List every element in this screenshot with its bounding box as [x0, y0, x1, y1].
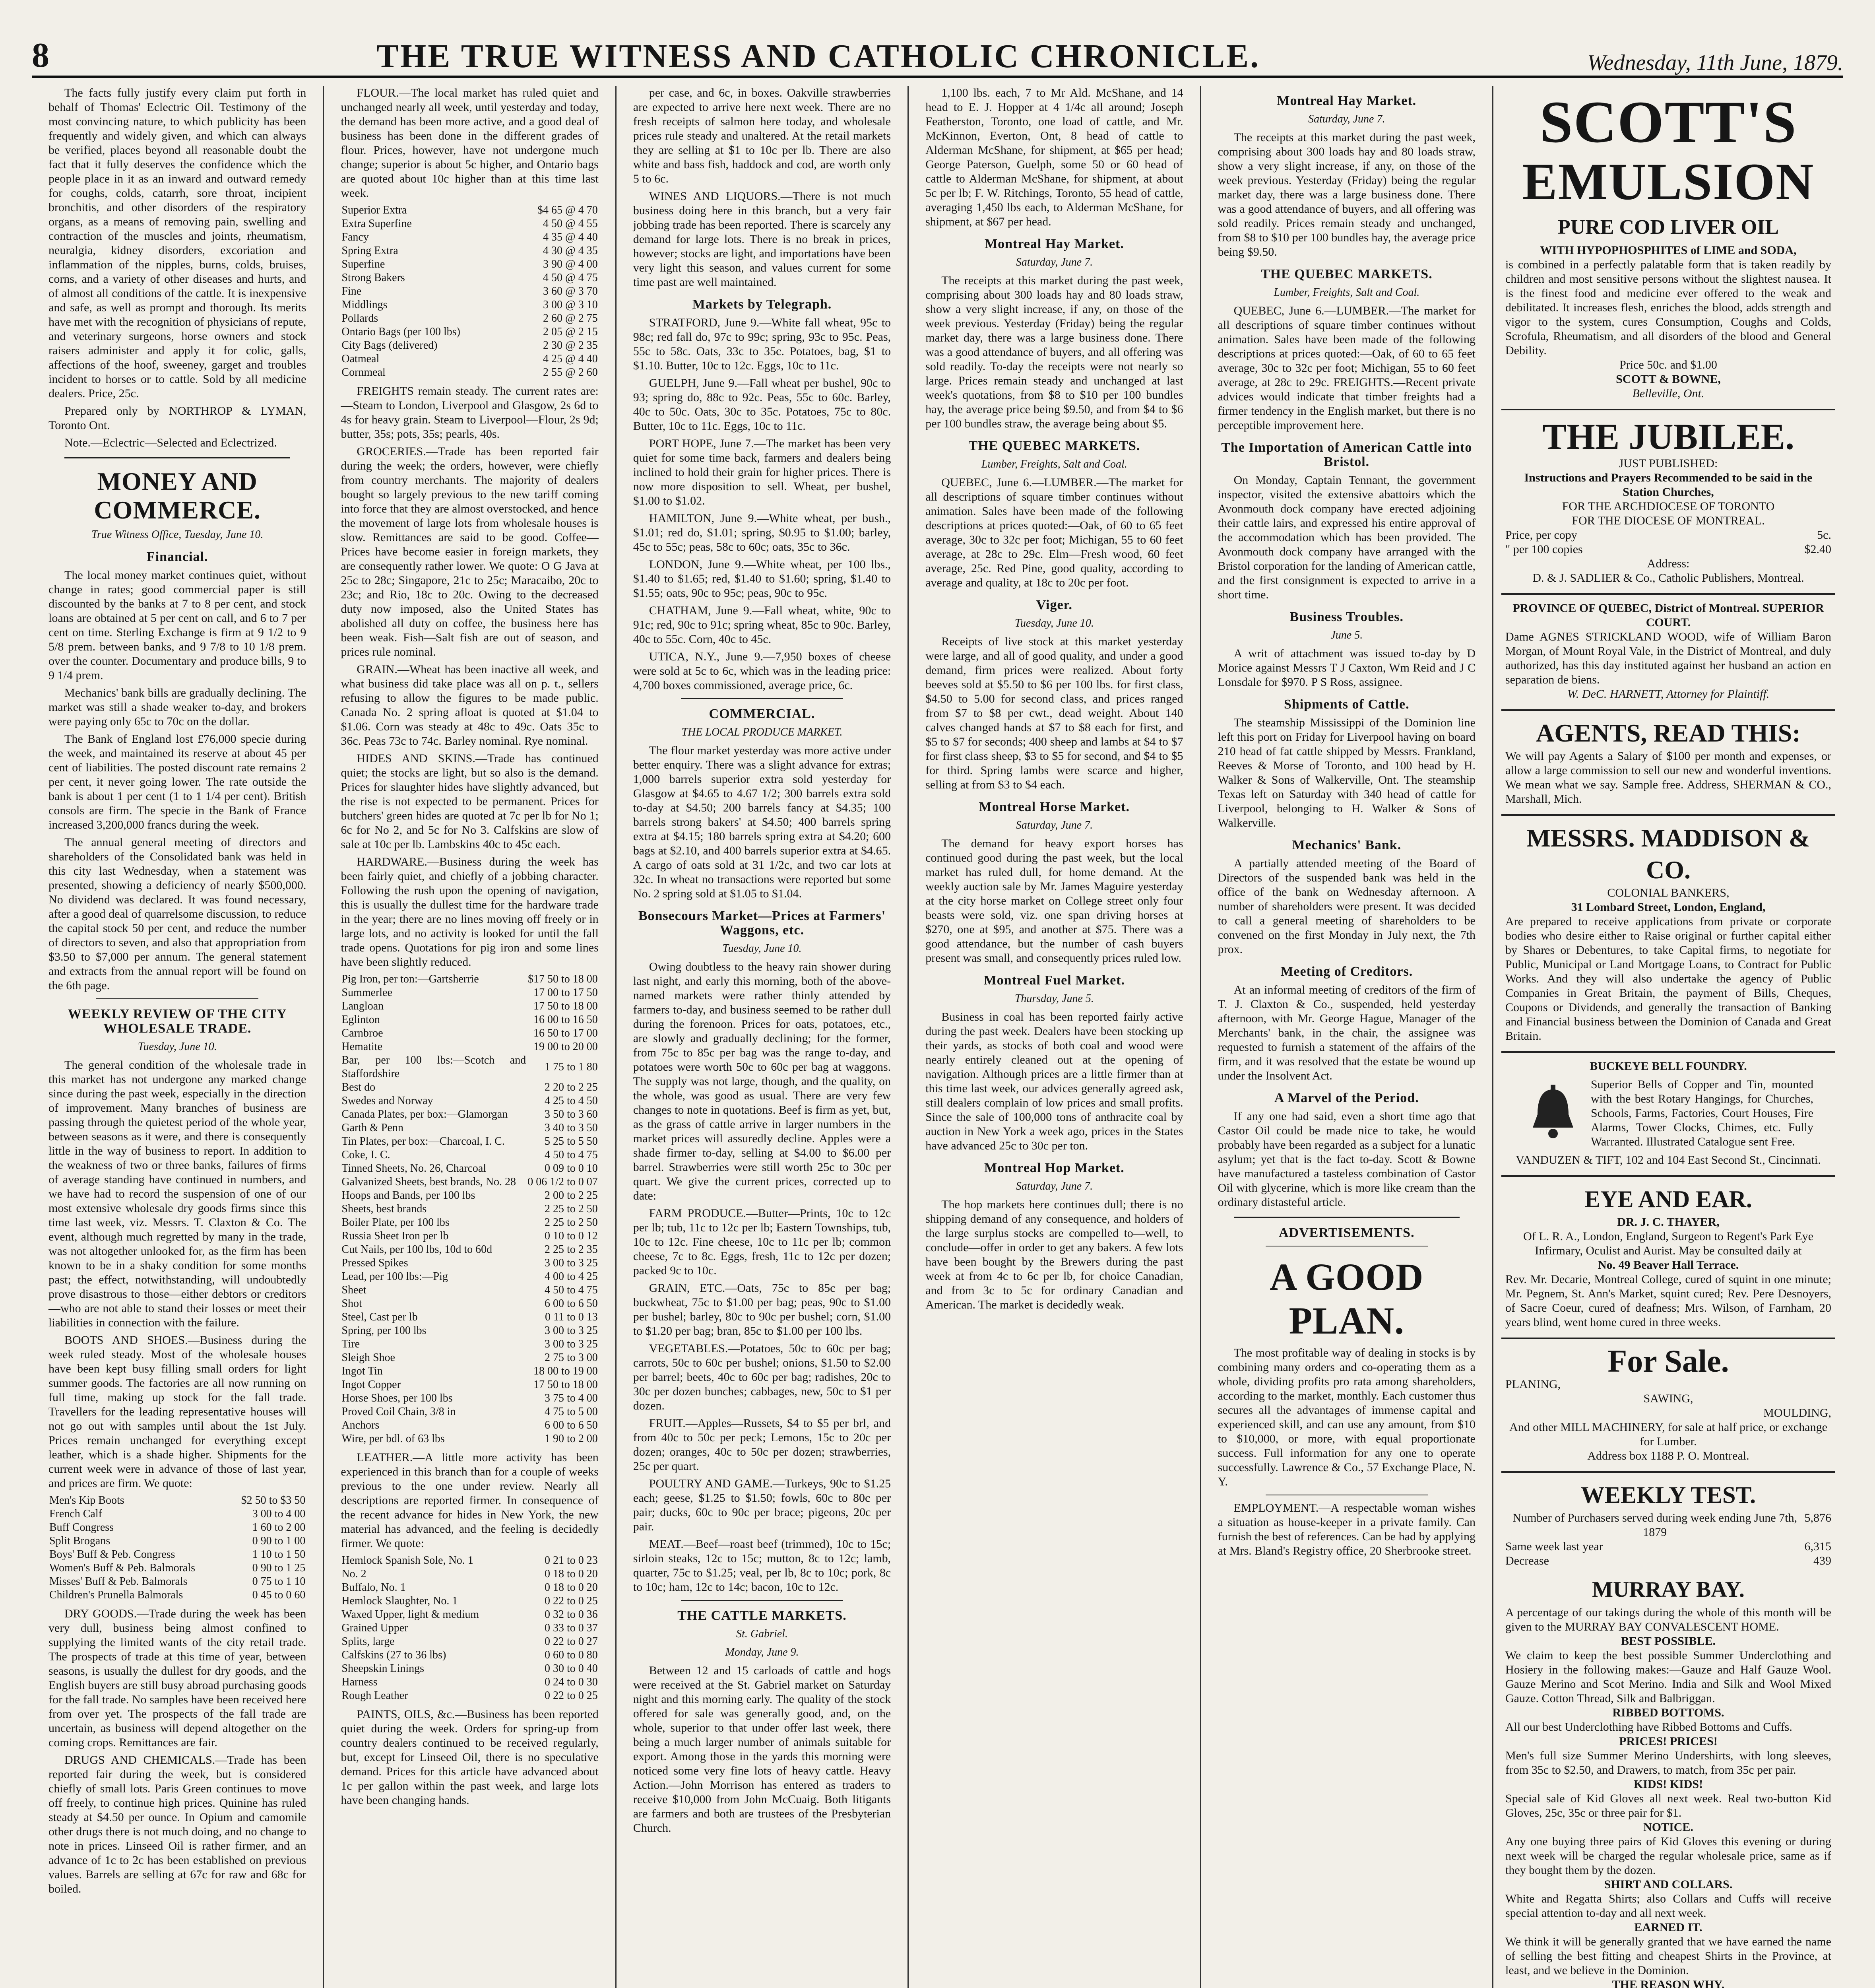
- scotts-maker: SCOTT & BOWNE,: [1616, 373, 1721, 386]
- for-sale-item: PLANING,: [1505, 1378, 1561, 1391]
- scotts-name: SCOTT'S: [1540, 89, 1797, 155]
- cattle-markets-paragraph: Between 12 and 15 carloads of cattle and hogs were received at the St. Gabriel market on Saturday night and this morning early. The quality of the stock offered for sale was generally good, and, on the whole, superior to that under offer last week, there being a much larger number of animals suitable for export. Among those in the yards this morning were noticed some very fine lots of heavy cattle. Heavy Action.—John Morrison has entered as traders to receive $10,000 from John McCuaig. Both litigants are farmers and both are trustees of the Presbyterian Church.: [633, 1664, 891, 1835]
- commercial-head: COMMERCIAL.: [709, 707, 815, 721]
- leather-price-table: [341, 1554, 598, 1703]
- scotts-place: Belleville, Ont.: [1632, 387, 1704, 400]
- iron-price-table: [341, 973, 598, 1446]
- business-troubles-date: June 5.: [1330, 629, 1363, 641]
- agents-head: AGENTS, READ THIS:: [1536, 719, 1801, 747]
- office-dateline: True Witness Office, Tuesday, June 10.: [91, 528, 264, 541]
- quebec-markets-kicker: Lumber, Freights, Salt and Coal.: [1274, 286, 1420, 299]
- hypophosphites-line: WITH HYPOPHOSPHITES of LIME and SODA,: [1540, 244, 1797, 257]
- table-row: Garth & Penn 3 40 to 3 50: [341, 1122, 598, 1134]
- table-row: Galvanized Sheets, best brands, No. 28 0 06 1/2 to 0 07: [341, 1176, 598, 1188]
- hay-market-head: Montreal Hay Market.: [1277, 93, 1417, 108]
- weekly-review-paragraph: BOOTS AND SHOES.—Business during the week ruled steady. Most of the wholesale houses have been kept busy filling small orders for light summer goods. The factories are all now running on full time, making up stock for the fall trade. Travellers for the leading representative houses will not go out with samples until about the 1st July. Prices remain unchanged for everything except leather, which is a shade higher. Shipments for the current week were in advance of those of last year, and prices are firm. We quote:: [48, 1334, 306, 1490]
- table-row: Pig Iron, per ton:—Gartsherrie $17 50 to 18 00: [341, 973, 598, 985]
- table-row: Fine 3 60 @ 3 70: [341, 285, 598, 297]
- cattle-sales-paragraph: 1,100 lbs. each, 7 to Mr Ald. McShane, and 14 head to E. J. Hopper at 4 1/4c all around; Joseph Featherston, Toronto, one load of cattle, and Mr. McKinnon, Everton, Ont, 8 head of cattle to Alderman McShane, for shipment, at $65 per head; George Paterson, Guelph, some 50 or 60 head of cattle to Alderman McShane, for shipment, at about 5c per lb; F. W. Ritchings, Toronto, 55 head of cattle, averaging 1,450 lbs each, to Alderman McShane, for shipment, at $67 per head.: [925, 86, 1183, 228]
- table-row: Boiler Plate, per 100 lbs 2 25 to 2 50: [341, 1216, 598, 1229]
- scotts-emulsion-ad: [1501, 86, 1835, 410]
- markets-telegraph-head: Markets by Telegraph.: [692, 297, 832, 312]
- viger-date: Tuesday, June 10.: [1014, 617, 1094, 629]
- quebec-markets-head: THE QUEBEC MARKETS.: [968, 439, 1140, 453]
- eclectric-note: Note.—Eclectric—Selected and Eclectrized.: [64, 436, 277, 449]
- table-row: Pressed Spikes 3 00 to 3 25: [341, 1257, 598, 1269]
- table-row: Steel, Cast per lb 0 11 to 0 13: [341, 1311, 598, 1323]
- produce-paragraph: MEAT.—Beef—roast beef (trimmed), 10c to 15c; sirloin steaks, 12c to 15c; mutton, 8c to 12c; lamb, quarter, 75c to $1.25; veal, per lb, 8c to 10c; pork, 8c to 10c; ham, 12c to 14c; bacon, 10c to 12c.: [633, 1538, 891, 1594]
- table-row: Extra Superfine 4 50 @ 4 55: [341, 217, 598, 230]
- produce-paragraph: FRUIT.—Apples—Russets, $4 to $5 per brl, and from 40c to 50c per peck; Lemons, 15c to 20c per dozen; oranges, 40c to 50c per dozen; strawberries, 25c per quart.: [633, 1417, 891, 1473]
- table-row: Spring, per 100 lbs 3 00 to 3 25: [341, 1324, 598, 1337]
- table-row: Canada Plates, per box:—Glamorgan 3 50 to 3 60: [341, 1108, 598, 1120]
- issue-date: Wednesday, 11th June, 1879.: [1587, 50, 1843, 75]
- produce-paragraph: VEGETABLES.—Potatoes, 50c to 60c per bag; carrots, 50c to 60c per bushel; onions, $1.50 to $2.00 per barrel; beets, 40c to 60c per bag; radishes, 20c to 30c per dozen bunches; cabbages, new, 50c to $1 per dozen.: [633, 1342, 891, 1412]
- jubilee-address-label: Address:: [1647, 557, 1690, 570]
- table-row: Sheepskin Linings 0 30 to 0 40: [341, 1662, 598, 1675]
- scotts-price: Price 50c. and $1.00: [1619, 358, 1717, 371]
- commercial-paragraph: The flour market yesterday was more active under better enquiry. There was a slight advance for extras; 1,000 barrels superior extra sold yesterday for Glasgow at $4.65 to 4.67 1/2; 300 barrels extra sold to-day at $4.50; 200 barrels fancy at $4.35; 100 barrels strong bakers' at $4.50; 400 barrels spring extra at $4.15; 180 barrels spring extra at $4.20; 600 bags at $2.10, and 400 barrels superior extra at $4.65. A cargo of oats sold at 31 1/2c, and two car lots at 32c. In wheat no transactions were reported but some No. 2 spring sold at $1.05 to $1.04.: [633, 744, 891, 900]
- boots-price-table: [48, 1494, 306, 1602]
- column-5: [1201, 86, 1493, 1988]
- table-row: Sheets, best brands 2 25 to 2 50: [341, 1203, 598, 1215]
- creditors-head: Meeting of Creditors.: [1280, 964, 1413, 979]
- groceries-paragraph: GROCERIES.—Trade has been reported fair during the week; the orders, however, were chiefly from country merchants. The majority of dealers bought so largely previous to the new tariff coming into force that they are almost overstocked, and hence the movement of large lots from wholesale houses is slow. Remittances are said to be good. Coffee—Prices have become easier in foreign markets, they are consequently rather lower. We quote: O G Java at 25c to 28c; Singapore, 21c to 25c; Maracaibo, 20c to 23c; and Rio, 18c to 20c. Owing to the decreased duty now imposed, also the United States has abolished all duty on coffee, the business here has been weak. Fish—Salt fish are out of season, and prices rule nominal.: [341, 445, 599, 658]
- hay-market-paragraph: The receipts at this market during the past week, comprising about 300 loads hay and 80 loads straw, show a very slight increase, if any, on those of the week previous. Yesterday (Friday) being the regular market day, there was a large business done. There was a good attendance of buyers, and all offering was sold readily. To-day the receipts were not nearly so large. Prices remain steady and unchanged at last week's quotations, from $8 to $10 per 100 bundles hay, the average price being $9.50, and from $4 to $6 per 100 bundles straw, the average being about $5.: [925, 274, 1183, 430]
- viger-paragraph: Receipts of live stock at this market yesterday were large, and all of good quality, and under a good demand, firm prices were realized. About forty beeves sold at $5.50 to $6 per 100 lbs. for first class, $4.50 to 5.00 for second class, and prices ranged from $7 to $8 per cwt., dead weight. About 140 calves changed hands at $7 to $8 each for first, and $5 to $7 for seconds; 400 sheep and lambs at $4 to $7 for first class sheep, $3 to $5 for second, and $4 to $5 for third. Spring lambs were scarce and higher, selling at from $3 to $4 each.: [925, 635, 1183, 791]
- quebec-markets-paragraph: QUEBEC, June 6.—LUMBER.—The market for all descriptions of square timber continues without animation. Sales have been made of the following descriptions at prices quoted:—Oak, of 60 to 65 feet average, 30c to 32c per foot; Michigan, 55 to 60 feet average, at 28c to 29c. FREIGHTS.—Recent private advices would indicate that timber freights had a firmer tendency in the English market, but there is no perceptible improvement here.: [1218, 304, 1476, 432]
- hay-market-date: Saturday, June 7.: [1016, 256, 1093, 268]
- table-row: Split Brogans 0 90 to 1 00: [49, 1535, 306, 1547]
- bell-row: [1505, 1077, 1831, 1149]
- market-report: STRATFORD, June 9.—White fall wheat, 95c to 98c; red fall do, 97c to 99c; spring, 93c to 95c. Peas, 55c to 58c. Oats, 33c to 35c. Potatoes, bag, $1 to $1.10. Butter, 10c to 12c. Eggs, 10c to 11c.: [633, 316, 891, 372]
- murray-subhead: NOTICE.: [1643, 1821, 1693, 1834]
- table-row: Oatmeal 4 25 @ 4 40: [341, 353, 598, 365]
- hay-market-head: Montreal Hay Market.: [984, 237, 1124, 251]
- jubilee-for-diocese: FOR THE DIOCESE OF MONTREAL.: [1572, 514, 1765, 527]
- for-sale-item: SAWING,: [1643, 1392, 1693, 1405]
- table-row: Proved Coil Chain, 3/8 in 4 75 to 5 00: [341, 1406, 598, 1418]
- advertisements-head: ADVERTISEMENTS.: [1278, 1225, 1415, 1240]
- weekly-test-head: WEEKLY TEST.: [1580, 1482, 1756, 1508]
- weekly-test-row: Decrease 439: [1505, 1554, 1831, 1567]
- jubilee-just-published: JUST PUBLISHED:: [1619, 457, 1718, 470]
- good-plan-headline: A GOOD PLAN.: [1270, 1256, 1424, 1342]
- table-row: Shot 6 00 to 6 50: [341, 1297, 598, 1310]
- table-row: Sleigh Shoe 2 75 to 3 00: [341, 1351, 598, 1364]
- market-report: UTICA, N.Y., June 9.—7,950 boxes of cheese were sold at 5c to 6c, which was in the leading price: 4,700 boxes commissioned, average price, 6c.: [633, 650, 891, 692]
- table-row: Harness 0 24 to 0 30: [341, 1676, 598, 1688]
- table-row: Russia Sheet Iron per lb 0 10 to 0 12: [341, 1230, 598, 1242]
- for-sale-address: Address box 1188 P. O. Montreal.: [1587, 1449, 1749, 1462]
- table-row: Middlings 3 00 @ 3 10: [341, 299, 598, 311]
- eye-ear-doctor: DR. J. C. THAYER,: [1617, 1215, 1720, 1229]
- murray-subhead: KIDS! KIDS!: [1633, 1778, 1703, 1791]
- horse-market-paragraph: The demand for heavy export horses has continued good during the past week, but the local market has ruled dull, for home demand. At the weekly auction sale by Mr. James Maguire yesterday at the city horse market on College street only four beasts were sold, viz. one span driving horses at $270, one at $95, and another at $75. There was a good attendance, but the number of cash buyers present was small, and consequently prices ruled low.: [925, 837, 1183, 965]
- table-row: Sheet 4 50 to 4 75: [341, 1284, 598, 1296]
- column-4: [909, 86, 1201, 1988]
- jubilee-price-row: Price, per copy 5c.: [1505, 528, 1831, 542]
- weekly-test-row: Number of Purchasers served during week ending June 7th, 1879 5,876: [1512, 1511, 1831, 1539]
- cattle-markets-head: THE CATTLE MARKETS.: [677, 1608, 847, 1623]
- table-row: Hoops and Bands, per 100 lbs 2 00 to 2 25: [341, 1189, 598, 1202]
- hardware-paragraph: HARDWARE.—Business during the week has been fairly quiet, and chiefly of a jobbing character. Following the rush upon the opening of navigation, this is usually the dullest time for the hardware trade in the year; there are no lines moving off freely or in large lots, and no activity is looked for until the fall trade opens. Quotations for pig iron and some lines have been slightly reduced.: [341, 855, 599, 969]
- murray-bay-ad: [1501, 1473, 1835, 1988]
- table-row: Children's Prunella Balmorals 0 45 to 0 60: [49, 1589, 306, 1601]
- table-row: Best do 2 20 to 2 25: [341, 1081, 598, 1093]
- table-row: Women's Buff & Peb. Balmorals 0 90 to 1 25: [49, 1562, 306, 1574]
- good-plan-paragraph: The most profitable way of dealing in stocks is by combining many orders and co-operating them as a whole, dividing profits pro rata among shareholders, according to the market, monthly. Each customer thus secures all the advantages of immense capital and experienced skill, and can use any amount, from $10 to $10,000, or more, with equal proportionate success. Full information for any one to operate successfully. Lawrence & Co., 57 Exchange Place, N. Y.: [1218, 1346, 1476, 1488]
- hop-market-paragraph: The hop markets here continues dull; there is no shipping demand of any consequence, and holders of the large surplus stocks are compelled to—well, to conclude—offer in order to get any bakers. A few lots have been bought by the Brewers during the past week at from 4c to 6c per lb, for choice Canadian, and from 3c to 5c for ordinary Canadian and American. The market is decidedly weak.: [925, 1198, 1183, 1311]
- dry-goods-paragraph: DRY GOODS.—Trade during the week has been very dull, business being almost confined to supplying the limited wants of the city retail trade. The prospects of trade at this time of year, between seasons, is usually the dullest for dry goods, and the English buyers are still busy abroad purchasing goods for the fall trade. No samples have been received here from over yet. The prospects of the fall trade are uncertain, as business will depend altogether on the coming crops. Remittances are fair.: [48, 1607, 306, 1749]
- weekly-review-date: Tuesday, June 10.: [138, 1041, 217, 1053]
- column-1: [32, 86, 324, 1988]
- eye-ear-testimony: Rev. Mr. Decarie, Montreal College, cured of squint in one minute; Mr. Pegnem, St. Ann's Market, squint cured; Rev. Pere Desnoyers, of Sacre Coeur, cured of deafness; Mrs. Wilson, of Farnham, 20 years blind, went home cured in three weeks.: [1505, 1273, 1831, 1329]
- produce-paragraph: GRAIN, ETC.—Oats, 75c to 85c per bag; buckwheat, 75c to $1.00 per bag; peas, 90c to $1.00 per bushel; barley, 80c to 90c per bushel; corn, $1.00 to $1.20 per bag; bran, 85c to $1.00 per 100 lbs.: [633, 1281, 891, 1338]
- murray-body: We claim to keep the best possible Summer Underclothing and Hosiery in the following makes:—Gauze and Half Gauze Wool. Gauze Merino and Scot Merino. India and Silk and Wool Mixed Gauze. Cotton Thread, Silk and Balbriggan.: [1505, 1649, 1831, 1705]
- table-row: Spring Extra 4 30 @ 4 35: [341, 245, 598, 257]
- hay-market-paragraph: The receipts at this market during the past week, comprising about 300 loads hay and 80 loads straw, show a very slight increase, if any, on those of the week previous. Yesterday (Friday) being the regular market day, there was a large business done. There was a good attendance of buyers, and all offering was sold readily. Prices remain steady and unchanged, from $8 to $10 per 100 bundles hay, the average price being $9.50.: [1218, 131, 1476, 258]
- commercial-kicker: THE LOCAL PRODUCE MARKET.: [681, 726, 843, 738]
- murray-bay-intro: A percentage of our takings during the whole of this month will be given to the MURRAY BAY CONVALESCENT HOME.: [1505, 1606, 1831, 1633]
- buckeye-bell-ad: [1501, 1053, 1835, 1177]
- produce-paragraph: POULTRY AND GAME.—Turkeys, 90c to $1.25 each; geese, $1.25 to $1.50; fowls, 60c to 80c per pair; ducks, 60c to 90c per brace; pigeons, 20c per pair.: [633, 1477, 891, 1533]
- bonsecours-date: Tuesday, June 10.: [722, 942, 802, 955]
- murray-subhead: THE REASON WHY.: [1612, 1978, 1725, 1988]
- divider: [1234, 1217, 1460, 1218]
- table-row: Swedes and Norway 4 25 to 4 50: [341, 1095, 598, 1107]
- quebec-markets-head: THE QUEBEC MARKETS.: [1260, 267, 1433, 282]
- murray-body: Special sale of Kid Gloves all next week. Real two-button Kid Gloves, 25c, 35c or three pair for $1.: [1505, 1792, 1831, 1819]
- quebec-markets-paragraph: QUEBEC, June 6.—LUMBER.—The market for all descriptions of square timber continues without animation. Sales have been made of the following descriptions at prices quoted:—Oak, of 60 to 65 feet average, 30c to 32c per foot; Michigan, 55 to 60 feet average, at 28c to 29c. Elm—Fresh wood, 60 feet average, 25c. Red Pine, good quality, according to average and quality, at 18c to 20c per foot.: [925, 476, 1183, 589]
- for-sale-item: MOULDING,: [1763, 1406, 1831, 1419]
- table-row: Cornmeal 2 55 @ 2 60: [341, 366, 598, 379]
- superior-court-head: PROVINCE OF QUEBEC, District of Montreal. SUPERIOR COURT.: [1512, 602, 1824, 629]
- table-row: Pollards 2 60 @ 2 75: [341, 312, 598, 324]
- agents-ad: [1501, 711, 1835, 816]
- superior-court-signer: W. DeC. HARNETT, Attorney for Plaintiff.: [1567, 687, 1770, 701]
- financial-paragraph: The Bank of England lost £76,000 specie during the week, and maintained its reserve at about 45 per cent of liabilities. The posted discount rate remains 2 per cent, it never going lower. The rate outside the bank is about 1 per cent (1 to 1 1/4 per cent). British consols are firm. The specie in the Bank of France increased 3,200,000 francs during the week.: [48, 732, 306, 831]
- murray-subhead: RIBBED BOTTOMS.: [1612, 1706, 1724, 1719]
- murray-bay-head: MURRAY BAY.: [1592, 1577, 1745, 1602]
- table-row: Rough Leather 0 22 to 0 25: [341, 1689, 598, 1702]
- bonsecours-paragraph: Owing doubtless to the heavy rain shower during last night, and early this morning, both of the above-named markets were rather thinly attended by farmers to-day, and business seemed to be rather dull during the forenoon. Prices for oats, potatoes, etc., are slowly and gradually declining; for the former, from 75c to 85c per bag was the range to-day, and potatoes were worth 50c to 60c per bag at waggons. The supply was not large, though, and the quality, on the whole, was good as usual. There are very few changes to note in quotations. Beef is firm as yet, but, as the grass of cattle arrive in larger numbers in the market prices will assuredly decline. Apples were a shade firmer to-day, selling at $4.00 to $6.00 per barrel. Strawberries were still worth 25c to 30c per quart. We give the current prices, corrected up to date:: [633, 960, 891, 1202]
- wines-paragraph: WINES AND LIQUORS.—There is not much business doing here in this branch, but a very fair jobbing trade has been reported. There is scarcely any demand for large lots. There is no break in prices, however; stocks are light, and importations have been very light this season, and values current for some time past are well maintained.: [633, 190, 891, 289]
- table-row: Buffalo, No. 1 0 18 to 0 20: [341, 1581, 598, 1594]
- table-row: Superfine 3 90 @ 4 00: [341, 258, 598, 270]
- maddison-body: Are prepared to receive applications from private or corporate bodies who desire either to Raise original or further capital either by Shares or Debentures, to take Capital firms, to negotiate for Public, Municipal or Land Mortgage Loans, to Contract for Public Works. And they will also undertake the agency of Public Companies in Great Britain, the payment of Bills, Cheques, Coupons or Dividends, and generally the transaction of Banking and Financial business between the Dominion of Canada and Great Britain.: [1505, 915, 1831, 1043]
- table-row: Horse Shoes, per 100 lbs 3 75 to 4 00: [341, 1392, 598, 1404]
- leather-paragraph: LEATHER.—A little more activity has been experienced in this branch than for a couple of weeks previous to the one under review. Nearly all descriptions are reported firmer. In consequence of the recent advance for hides in New York, the new material has advanced, and the feeling is decidedly firmer. We quote:: [341, 1451, 599, 1550]
- column-3: [617, 86, 909, 1988]
- table-row: Hemlock Spanish Sole, No. 1 0 21 to 0 23: [341, 1554, 598, 1567]
- table-row: Tin Plates, per box:—Charcoal, I. C. 5 25 to 5 50: [341, 1135, 598, 1147]
- table-row: Langloan 17 50 to 18 00: [341, 1000, 598, 1012]
- table-row: Anchors 6 00 to 6 50: [341, 1419, 598, 1431]
- divider: [96, 998, 258, 999]
- financial-paragraph: Mechanics' bank bills are gradually declining. The market was still a shade weaker to-day, and brokers were paying only 65c to 70c on the dollar.: [48, 686, 306, 728]
- produce-paragraph: FARM PRODUCE.—Butter—Prints, 10c to 12c per lb; tub, 11c to 12c per lb; Eastern Townships, tub, 10c to 12c. Fine cheese, 10c to 11c per lb; common cheese, 7c to 8c. Eggs, fresh, 11c to 12c per dozen; packed 9c to 10c.: [633, 1207, 891, 1277]
- table-row: Hemlock Slaughter, No. 1 0 22 to 0 25: [341, 1595, 598, 1607]
- buckeye-head: BUCKEYE BELL FOUNDRY.: [1590, 1060, 1747, 1073]
- table-row: Lead, per 100 lbs:—Pig 4 00 to 4 25: [341, 1270, 598, 1283]
- market-report: LONDON, June 9.—White wheat, per 100 lbs., $1.40 to $1.65; red, $1.40 to $1.60; spring, $1.40 to $1.55; oats, 90c to 95c; peas, 90c to 95c.: [633, 558, 891, 600]
- cattle-markets-date: Monday, June 9.: [725, 1646, 799, 1658]
- business-troubles-head: Business Troubles.: [1289, 610, 1404, 624]
- hop-market-head: Montreal Hop Market.: [984, 1161, 1125, 1175]
- jubilee-ad: [1501, 410, 1835, 595]
- cattle-markets-kicker: St. Gabriel.: [736, 1628, 788, 1640]
- maddison-kicker: COLONIAL BANKERS,: [1607, 886, 1730, 899]
- table-row: Hematite 19 00 to 20 00: [341, 1041, 598, 1053]
- table-row: Waxed Upper, light & medium 0 32 to 0 36: [341, 1608, 598, 1621]
- table-row: Tinned Sheets, No. 26, Charcoal 0 09 to 0 10: [341, 1162, 598, 1175]
- murray-subhead: BEST POSSIBLE.: [1621, 1635, 1716, 1648]
- buckeye-maker: VANDUZEN & TIFT, 102 and 104 East Second St., Cincinnati.: [1516, 1153, 1821, 1167]
- money-commerce-headline: MONEY AND COMMERCE.: [94, 467, 261, 524]
- table-row: Ontario Bags (per 100 lbs) 2 05 @ 2 15: [341, 326, 598, 338]
- marvel-head: A Marvel of the Period.: [1274, 1091, 1419, 1105]
- market-report: HAMILTON, June 9.—White wheat, per bush., $1.01; red do, $1.01; spring, $0.95 to $1.00; barley, 45c to 55c; peas, 58c to 60c; oats, 35c to 36c.: [633, 512, 891, 553]
- viger-head: Viger.: [1036, 598, 1073, 612]
- table-row: Wire, per bdl. of 63 lbs 1 90 to 2 00: [341, 1433, 598, 1445]
- table-row: Grained Upper 0 33 to 0 37: [341, 1622, 598, 1634]
- murray-body: Any one buying three pairs of Kid Gloves this evening or during next week will be charged the regular wholesale price, same as if they bought them by the dozen.: [1505, 1835, 1831, 1877]
- table-row: Carnbroe 16 50 to 17 00: [341, 1027, 598, 1039]
- for-sale-ad: [1501, 1339, 1835, 1473]
- jubilee-price-row: " per 100 copies $2.40: [1505, 543, 1831, 556]
- market-report: PORT HOPE, June 7.—The market has been very quiet for some time back, farmers and dealers being inclined to hold their grain for higher prices. There is now more disposition to sell. Wheat, per bushel, $1.00 to $1.02.: [633, 437, 891, 507]
- table-row: Ingot Tin 18 00 to 19 00: [341, 1365, 598, 1377]
- quebec-markets-kicker: Lumber, Freights, Salt and Coal.: [981, 458, 1127, 470]
- masthead: [32, 28, 1843, 78]
- grain-paragraph: GRAIN.—Wheat has been inactive all week, and what business did take place was all on p. t., sellers refusing to allow the figures to be made public. Canada No. 2 spring afloat is quoted at $1.04 to $1.06. Corn was steady at 48c to 49c. Oats 35c to 36c. Peas 73c to 74c. Barley nominal. Rye nominal.: [341, 663, 599, 747]
- eye-ear-ad: [1501, 1177, 1835, 1339]
- horse-market-head: Montreal Horse Market.: [979, 800, 1130, 814]
- column-6-ads: [1493, 86, 1843, 1988]
- newspaper-title: THE TRUE WITNESS AND CATHOLIC CHRONICLE.: [376, 38, 1260, 75]
- table-row: Men's Kip Boots $2 50 to $3 50: [49, 1494, 306, 1507]
- mechanics-bank-paragraph: A partially attended meeting of the Board of Directors of the suspended bank was held in the office of the bank on Wednesday afternoon. A number of shareholders were present. It was decided to call a general meeting of shareholders to be convened on the first Monday in July next, the 7th prox.: [1218, 857, 1476, 956]
- table-row: Buff Congress 1 60 to 2 00: [49, 1521, 306, 1534]
- buckeye-body: Superior Bells of Copper and Tin, mounted with the best Rotary Hangings, for Churches, Schools, Farms, Factories, Court Houses, Fire Alarms, Tower Clocks, Chimes, etc. Fully Warranted. Illustrated Catalogue sent Free.: [1591, 1078, 1813, 1148]
- cattle-import-head: The Importation of American Cattle into Bristol.: [1221, 440, 1472, 469]
- bell-icon: [1523, 1083, 1583, 1143]
- cod-liver-oil: PURE COD LIVER OIL: [1557, 216, 1779, 239]
- table-row: City Bags (delivered) 2 30 @ 2 35: [341, 339, 598, 351]
- murray-body: All our best Underclothing have Ribbed Bottoms and Cuffs.: [1505, 1720, 1792, 1734]
- table-row: Calfskins (27 to 36 lbs) 0 60 to 0 80: [341, 1649, 598, 1661]
- table-row: Misses' Buff & Peb. Balmorals 0 75 to 1 10: [49, 1575, 306, 1588]
- table-row: Boys' Buff & Peb. Congress 1 10 to 1 50: [49, 1548, 306, 1561]
- maddison-head: MESSRS. MADDISON & CO.: [1526, 824, 1810, 884]
- table-row: Strong Bakers 4 50 @ 4 75: [341, 272, 598, 284]
- emulsion-name: EMULSION: [1522, 152, 1815, 211]
- table-row: Bar, per 100 lbs:—Scotch and Staffordshire 1 75 to 1 80: [341, 1054, 598, 1080]
- jubilee-for-archdiocese: FOR THE ARCHDIOCESE OF TORONTO: [1562, 500, 1775, 513]
- fuel-market-head: Montreal Fuel Market.: [983, 973, 1125, 988]
- fuel-market-date: Thursday, June 5.: [1014, 992, 1094, 1005]
- table-row: French Calf 3 00 to 4 00: [49, 1508, 306, 1520]
- bonsecours-head: Bonsecours Market—Prices at Farmers' Waggons, etc.: [638, 909, 886, 938]
- flour-price-table: [341, 204, 598, 379]
- hides-paragraph: HIDES AND SKINS.—Trade has continued quiet; the stocks are light, but so also is the demand. Prices for slaughter hides have slightly advanced, but the rise is not expected to be permanent. Prices for butchers' green hides are quoted at 7c per lb for No 1; 6c for No 2, and 5c for No 3. Calfskins are slow of sale at 10c per lb. Lambskins 40c to 45c each.: [341, 752, 599, 851]
- murray-subhead: PRICES! PRICES!: [1619, 1735, 1718, 1748]
- drugs-paragraph: DRUGS AND CHEMICALS.—Trade has been reported fair during the week, but is considered chiefly of small lots. Paris Green continues to move off freely, to continue high prices. Quinine has ruled steady at $4.50 per ounce. In Opium and camomile other drugs there is not much doing, and no change to note in prices. Linseed Oil is rather firmer, and an advance of 1c to 2c has been established on previous values. Barrels are selling at 67c for raw and 68c for boiled.: [48, 1753, 306, 1895]
- eclectric-oil-article: The facts fully justify every claim put forth in behalf of Thomas' Eclectric Oil. Testimony of the most convincing nature, to which publicity has been frequently and widely given, and which can always be verified, places beyond all reasonable doubt the fact that it fully deserves the confidence which the people place in it as an inward and outward remedy for coughs, colds, catarrh, sore throat, incipient bronchitis, and other disorders of the respiratory organs, as a means of removing pain, swelling and contraction of the muscles and joints, rheumatism, neuralgia, kidney disorders, excoriation and inflammation of the nipples, burns, colds, bruises, corns, and a variety of other diseases and hurts, and of almost all conditions of the cattle. It is inexpensive and safe, as well as prompt and thorough. Its merits have met with the recognition of physicians of repute, and veterinary surgeons, horse owners and stock raisers administer and apply it for colic, galls, affections of the hoof, sweeney, garget and troubles incident to horses or to cattle. Sold by all medicine dealers. Price, 25c.: [48, 86, 306, 400]
- table-row: Coke, I. C. 4 50 to 4 75: [341, 1149, 598, 1161]
- table-row: Eglinton 16 00 to 16 50: [341, 1013, 598, 1026]
- eye-ear-address: No. 49 Beaver Hall Terrace.: [1598, 1258, 1739, 1272]
- cattle-import-paragraph: On Monday, Captain Tennant, the government inspector, visited the extensive abattoirs which the Avonmouth dock company have erected adjoining their cattle lairs, and expressed his entire approval of the accommodation which has been provided. The Avonmouth dock company have arranged with the Bristol corporation for the landing of American cattle, and the first consignment is expected to arrive in a short time.: [1218, 474, 1476, 601]
- market-report: CHATHAM, June 9.—Fall wheat, white, 90c to 91c; red, 90c to 91c; spring wheat, 85c to 90c. Barley, 40c to 55c. Corn, 40c to 45c.: [633, 604, 891, 646]
- hay-market-date: Saturday, June 7.: [1308, 113, 1385, 125]
- fuel-market-paragraph: Business in coal has been reported fairly active during the past week. Dealers have been stocking up their yards, as stocks of both coal and wood were nearly entirely cleaned out at the opening of navigation. Although prices are a little firmer than at this time last week, our advices generally agreed ask, still dealers complain of low prices and small profits. Since the sale of 100,000 tons of anthracite coal by auction in New York a week ago, prices in the States have advanced 25c to 30c per ton.: [925, 1010, 1183, 1152]
- freights-paragraph: FREIGHTS remain steady. The current rates are:—Steam to London, Liverpool and Glasgow, 2s 6d to 4s for heavy grain. Steam to Liverpool—Flour, 2s 9d; butter, 35s; pots, 35s; pearls, 40s.: [341, 384, 599, 441]
- paints-paragraph: PAINTS, OILS, &c.—Business has been reported quiet during the week. Orders for spring-up from country dealers continued to be received regularly, but, except for Linseed Oil, there is no speculative demand. Prices for this article have advanced about 1c per gallon within the past week, and large lots have been changing hands.: [341, 1708, 599, 1807]
- mechanics-bank-head: Mechanics' Bank.: [1292, 838, 1402, 852]
- table-row: Fancy 4 35 @ 4 40: [341, 231, 598, 243]
- creditors-paragraph: At an informal meeting of creditors of the firm of T. J. Claxton & Co., suspended, held yesterday afternoon, with Mr. George Hague, Manager of the Merchants' bank, in the chair, the assignee was requested to furnish a statement of the affairs of the firm, and it was resolved that the estate be wound up under the Insolvent Act.: [1218, 983, 1476, 1082]
- maddison-ad: [1501, 816, 1835, 1053]
- column-2: [324, 86, 616, 1988]
- divider: [681, 1600, 843, 1601]
- for-sale-body: And other MILL MACHINERY, for sale at half price, or exchange for Lumber.: [1509, 1421, 1827, 1448]
- market-report: GUELPH, June 9.—Fall wheat per bushel, 90c to 93; spring do, 88c to 92c. Peas, 55c to 60c. Barley, 40c to 50c. Oats, 30c to 35c. Potatoes, 75c to 80c. Butter, 10c to 11c. Eggs, 10c to 11c.: [633, 377, 891, 433]
- jubilee-publisher: D. & J. SADLIER & Co., Catholic Publishers, Montreal.: [1532, 571, 1804, 584]
- page-number: 8: [32, 36, 49, 75]
- financial-paragraph: The annual general meeting of directors and shareholders of the Consolidated bank was held in this city last Wednesday, when a statement was presented, showing a deficiency of nearly $500,000. No dividend was declared. It was found necessary, after a good deal of quarrelsome discussion, to reduce the capital stock 50 per cent, and reduce the number of directors to seven, and also that appropriation from $3.50 to $7,000 per annum. The general statement and extracts from the annual report will be found on the 6th page.: [48, 836, 306, 992]
- weekly-test-row: Same week last year 6,315: [1505, 1540, 1831, 1553]
- fish-paragraph: per case, and 6c, in boxes. Oakville strawberries are expected to arrive here next week. There are no fresh receipts of salmon here today, and wholesale prices rule steady and unaltered. At the retail markets they are selling at $1 to 10c per lb. There are also white and bass fish, haddock and cod, are worth only 5 to 6c.: [633, 86, 891, 185]
- financial-paragraph: The local money market continues quiet, without change in rates; good commercial paper is still discounted by the banks at 7 to 8 per cent, and stock loans are obtained at 5 per cent on call, and 6 to 7 per cent on time. Sterling Exchange is firm at 9 1/2 to 9 5/8 prem. between banks, and 9 7/8 to 10 1/8 prem. over the counter. Documentary and produce bills, 9 to 9 1/4 prem.: [48, 569, 306, 682]
- weekly-review-paragraph: The general condition of the wholesale trade in this market has not undergone any marked change since during the past week, especially in the direction of improvement. Many branches of business are passing through the quietest period of the whole year, between seasons as it were, and there is consequently little in the way of business to report. In addition to the weakness of two or three banks, failures of firms of average standing have continued in numbers, and we have had to record the suspension of one of our most extensive wholesale dry goods firms since this time last week, viz. Messrs. T. Claxton & Co. The event, although much regretted by many in the trade, was not altogether unlooked for, as the firm has been known to be in a shaky condition for some months past; the effect, notwithstanding, will undoubtedly prove disastrous to those—either debtors or creditors—who are not able to stand their losses or meet their liabilities in connection with the failure.: [48, 1058, 306, 1329]
- scotts-body: is combined in a perfectly palatable form that is taken readily by children and most sensitive persons without the slightest nausea. It is the finest food and medicine ever offered to the weak and debilitated. It increases flesh, enriches the blood, adds strength and vigor to the system, cures Consumption, Coughs and Colds, Scrofula, Rheumatism, and all disorders of the blood and General Debility.: [1505, 258, 1831, 357]
- for-sale-head: For Sale.: [1607, 1344, 1729, 1379]
- table-row: Summerlee 17 00 to 17 50: [341, 986, 598, 999]
- weekly-review-head: WEEKLY REVIEW OF THE CITY WHOLESALE TRADE.: [68, 1007, 287, 1036]
- murray-subhead: EARNED IT.: [1634, 1921, 1702, 1934]
- eye-ear-head: EYE AND EAR.: [1584, 1186, 1752, 1212]
- marvel-paragraph: If any one had said, even a short time ago that Castor Oil could be made nice to take, he would probably have been regarded as a subject for a lunatic asylum; yet that is the fact to-day. Scott & Bowne have manufactured a tasteless combination of Castor Oil with glycerine, which is more like cream than the ordinary distasteful article.: [1218, 1110, 1476, 1209]
- cattle-shipments-head: Shipments of Cattle.: [1284, 697, 1410, 712]
- superior-court-body: Dame AGNES STRICKLAND WOOD, wife of William Baron Morgan, of Mount Royal Vale, in the District of Montreal, and duly authorized, has this day instituted against her husband an action en separation de biens.: [1505, 630, 1831, 686]
- superior-court-notice: [1501, 595, 1835, 711]
- table-row: Ingot Copper 17 50 to 18 00: [341, 1378, 598, 1391]
- agents-body: We will pay Agents a Salary of $100 per month and expenses, or allow a large commission to sell our new and wonderful inventions. We mean what we say. Sample free. Address, SHERMAN & CO., Marshall, Mich.: [1505, 749, 1831, 806]
- table-row: Cut Nails, per 100 lbs, 10d to 60d 2 25 to 2 35: [341, 1243, 598, 1256]
- eye-ear-body: Of L. R. A., London, England, Surgeon to Regent's Park Eye Infirmary, Oculist and Aurist. May be consulted daily at: [1523, 1230, 1813, 1257]
- eclectric-prepared-by: Prepared only by NORTHROP & LYMAN, Toronto Ont.: [48, 404, 306, 432]
- horse-market-date: Saturday, June 7.: [1016, 819, 1093, 831]
- business-troubles-paragraph: A writ of attachment was issued to-day by D Morice against Messrs T J Caxton, Wm Reid and J C Lonsdale for $970. P S Ross, assignee.: [1218, 647, 1476, 689]
- financial-head: Financial.: [146, 549, 208, 564]
- table-row: No. 2 0 18 to 0 20: [341, 1568, 598, 1580]
- maddison-address: 31 Lombard Street, London, England,: [1571, 901, 1766, 914]
- hop-market-date: Saturday, June 7.: [1016, 1180, 1093, 1192]
- jubilee-instructions: Instructions and Prayers Recommended to be said in the Station Churches,: [1524, 471, 1813, 499]
- table-row: Superior Extra $4 65 @ 4 70: [341, 204, 598, 216]
- divider: [681, 698, 843, 699]
- murray-body: White and Regatta Shirts; also Collars and Cuffs will receive special attention to-day and all next week.: [1505, 1892, 1831, 1920]
- jubilee-title: THE JUBILEE.: [1542, 416, 1794, 457]
- columns: [32, 86, 1843, 1988]
- employment-paragraph: EMPLOYMENT.—A respectable woman wishes a situation as house-keeper in a private family. Can furnish the best of references. Can be had by applying at Mrs. Bland's Registry office, 20 Sherbrooke street.: [1218, 1501, 1476, 1557]
- flour-paragraph: FLOUR.—The local market has ruled quiet and unchanged nearly all week, until yesterday and today, the demand has been more active, and a good deal of business has been done in the different grades of flour. Prices, however, have not undergone much change; superior is about 5c higher, and Ontario bags are quoted about 10c higher than at this time last week.: [341, 86, 599, 200]
- divider: [64, 457, 290, 458]
- murray-body: We think it will be generally granted that we have earned the name of selling the best fitting and cheapest Shirts in the Province, at least, and we believe in the Dominion.: [1505, 1935, 1831, 1977]
- murray-body: Men's full size Summer Merino Undershirts, with long sleeves, from 35c to $2.50, and Drawers, to match, from 35c per pair.: [1505, 1749, 1831, 1776]
- cattle-shipments-paragraph: The steamship Mississippi of the Dominion line left this port on Friday for Liverpool having on board 210 head of fat cattle shipped by Messrs. Frankland, Reeves & Morse of Toronto, and 100 head by H. Walker & Sons of Walkerville, Ont. The steamship Texas left on Saturday with 340 head of cattle for Liverpool, belonging to H. Walker & Sons of Walkerville.: [1218, 716, 1476, 829]
- murray-subhead: SHIRT AND COLLARS.: [1604, 1878, 1733, 1891]
- table-row: Tire 3 00 to 3 25: [341, 1338, 598, 1350]
- table-row: Splits, large 0 22 to 0 27: [341, 1635, 598, 1648]
